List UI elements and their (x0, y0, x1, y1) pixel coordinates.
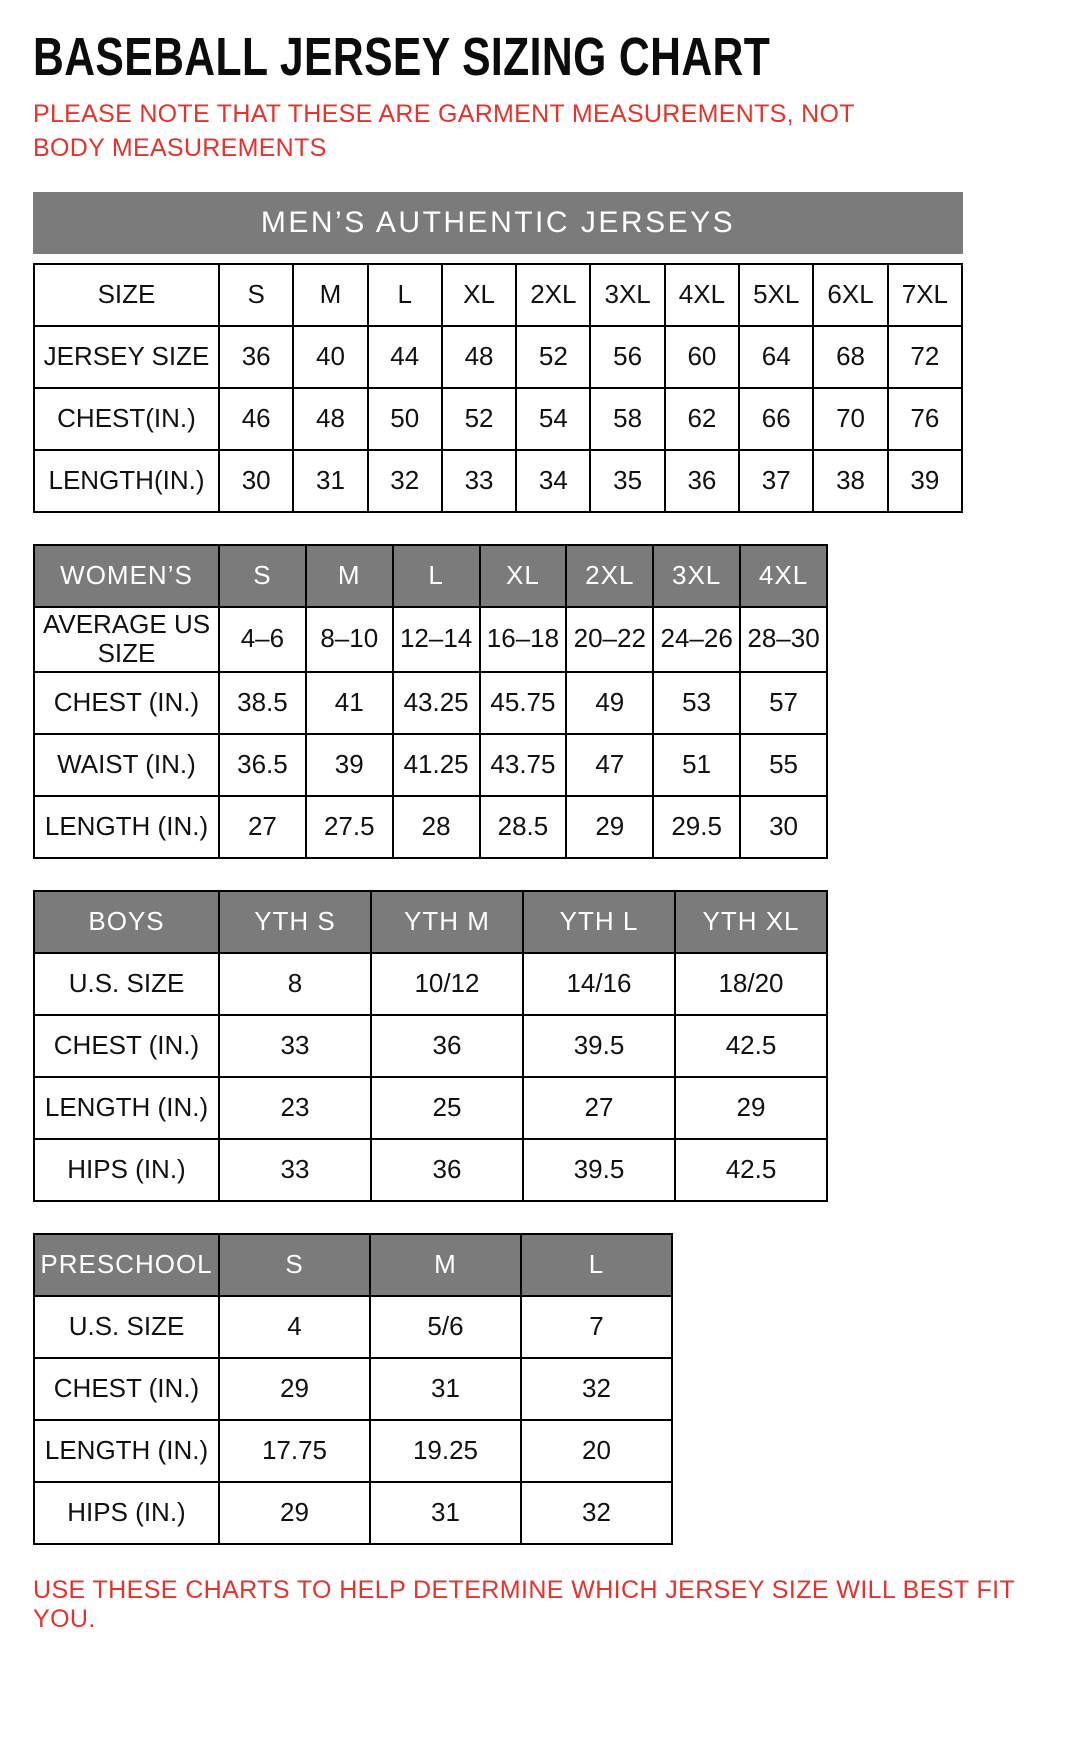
womens-jerseys-section (33, 544, 1041, 860)
boys-header-row (34, 891, 827, 953)
measurement-value-cell: 64 (739, 326, 813, 388)
boys-measurement-row (34, 1139, 827, 1201)
measurement-value-cell: XL (442, 264, 516, 326)
measurement-row-label: WAIST (IN.) (34, 734, 219, 796)
measurement-row-label: CHEST (IN.) (34, 672, 219, 734)
measurement-value-cell: 29.5 (653, 796, 740, 858)
measurement-value-cell: 23 (219, 1077, 371, 1139)
womens-measurement-row (34, 672, 827, 734)
measurement-value-cell: 4–6 (219, 607, 306, 673)
measurement-value-cell: 68 (813, 326, 887, 388)
measurement-row-label: CHEST(IN.) (34, 388, 219, 450)
measurement-value-cell: 19.25 (370, 1420, 521, 1482)
measurement-value-cell: 12–14 (393, 607, 480, 673)
measurement-value-cell: 46 (219, 388, 293, 450)
measurement-value-cell: 40 (293, 326, 367, 388)
measurement-value-cell: 53 (653, 672, 740, 734)
womens-size-column-header: 3XL (653, 545, 740, 607)
measurement-value-cell: 14/16 (523, 953, 675, 1015)
measurement-value-cell: 27.5 (306, 796, 393, 858)
measurement-value-cell: 28–30 (740, 607, 827, 673)
measurement-row-label: U.S. SIZE (34, 953, 219, 1015)
preschool-measurement-row (34, 1358, 672, 1420)
measurement-value-cell: 37 (739, 450, 813, 512)
measurement-row-label: JERSEY SIZE (34, 326, 219, 388)
measurement-value-cell: 45.75 (480, 672, 567, 734)
measurement-value-cell: 28.5 (480, 796, 567, 858)
measurement-value-cell: 31 (293, 450, 367, 512)
measurement-row-label: AVERAGE US SIZE (34, 607, 219, 673)
measurement-value-cell: 39 (306, 734, 393, 796)
measurement-value-cell: 8–10 (306, 607, 393, 673)
measurement-value-cell: 36 (371, 1015, 523, 1077)
measurement-value-cell: 66 (739, 388, 813, 450)
preschool-size-column-header: S (219, 1234, 370, 1296)
measurement-value-cell: 41.25 (393, 734, 480, 796)
measurement-value-cell: 72 (888, 326, 962, 388)
womens-size-table (33, 544, 828, 860)
preschool-size-column-header: L (521, 1234, 672, 1296)
measurement-value-cell: 51 (653, 734, 740, 796)
measurement-value-cell: 39 (888, 450, 962, 512)
measurement-row-label: LENGTH (IN.) (34, 1420, 219, 1482)
mens-measurement-row (34, 326, 962, 388)
measurement-value-cell: 38 (813, 450, 887, 512)
measurement-value-cell: 56 (590, 326, 664, 388)
measurement-value-cell: 28 (393, 796, 480, 858)
measurement-value-cell: 27 (219, 796, 306, 858)
measurement-value-cell: 8 (219, 953, 371, 1015)
measurement-value-cell: 29 (219, 1482, 370, 1544)
mens-jerseys-section (33, 192, 1041, 513)
measurement-value-cell: 42.5 (675, 1015, 827, 1077)
measurement-value-cell: 52 (442, 388, 516, 450)
measurement-value-cell: 7 (521, 1296, 672, 1358)
measurement-row-label: LENGTH (IN.) (34, 1077, 219, 1139)
mens-section-banner: MEN’S AUTHENTIC JERSEYS (33, 192, 963, 254)
measurement-value-cell: 4 (219, 1296, 370, 1358)
measurement-value-cell: 5/6 (370, 1296, 521, 1358)
measurement-value-cell: S (219, 264, 293, 326)
measurement-value-cell: 38.5 (219, 672, 306, 734)
preschool-size-column-header: M (370, 1234, 521, 1296)
measurement-value-cell: 25 (371, 1077, 523, 1139)
preschool-header-row (34, 1234, 672, 1296)
mens-measurement-row (34, 450, 962, 512)
measurement-value-cell: 36 (665, 450, 739, 512)
womens-size-column-header: XL (480, 545, 567, 607)
measurement-value-cell: 29 (675, 1077, 827, 1139)
measurement-value-cell: 54 (516, 388, 590, 450)
measurement-value-cell: 16–18 (480, 607, 567, 673)
measurement-value-cell: 33 (442, 450, 516, 512)
measurement-value-cell: L (368, 264, 442, 326)
measurement-value-cell: M (293, 264, 367, 326)
measurement-value-cell: 32 (368, 450, 442, 512)
measurement-value-cell: 27 (523, 1077, 675, 1139)
womens-size-column-header: 4XL (740, 545, 827, 607)
measurement-value-cell: 20 (521, 1420, 672, 1482)
measurement-value-cell: 31 (370, 1482, 521, 1544)
measurement-value-cell: 29 (566, 796, 653, 858)
measurement-value-cell: 49 (566, 672, 653, 734)
mens-measurement-row (34, 388, 962, 450)
measurement-value-cell: 32 (521, 1482, 672, 1544)
measurement-value-cell: 42.5 (675, 1139, 827, 1201)
measurement-value-cell: 17.75 (219, 1420, 370, 1482)
measurement-value-cell: 35 (590, 450, 664, 512)
measurement-value-cell: 76 (888, 388, 962, 450)
womens-size-column-header: S (219, 545, 306, 607)
measurement-value-cell: 31 (370, 1358, 521, 1420)
measurement-value-cell: 30 (219, 450, 293, 512)
boys-size-column-header: YTH S (219, 891, 371, 953)
measurement-value-cell: 18/20 (675, 953, 827, 1015)
measurement-value-cell: 33 (219, 1015, 371, 1077)
garment-measurements-note: PLEASE NOTE THAT THESE ARE GARMENT MEASUREMENTS, NOT BODY MEASUREMENTS (33, 100, 855, 162)
measurement-value-cell: 47 (566, 734, 653, 796)
measurement-value-cell: 39.5 (523, 1139, 675, 1201)
measurement-value-cell: 39.5 (523, 1015, 675, 1077)
boys-measurement-row (34, 1077, 827, 1139)
womens-size-column-header: 2XL (566, 545, 653, 607)
measurement-row-label: SIZE (34, 264, 219, 326)
preschool-measurement-row (34, 1482, 672, 1544)
measurement-value-cell: 44 (368, 326, 442, 388)
measurement-value-cell: 6XL (813, 264, 887, 326)
measurement-value-cell: 62 (665, 388, 739, 450)
measurement-value-cell: 2XL (516, 264, 590, 326)
measurement-value-cell: 55 (740, 734, 827, 796)
boys-jerseys-section (33, 890, 1041, 1202)
measurement-value-cell: 32 (521, 1358, 672, 1420)
womens-measurement-row (34, 734, 827, 796)
measurement-value-cell: 48 (293, 388, 367, 450)
mens-size-table (33, 263, 963, 513)
measurement-value-cell: 29 (219, 1358, 370, 1420)
measurement-value-cell: 36 (371, 1139, 523, 1201)
boys-group-label: BOYS (34, 891, 219, 953)
measurement-row-label: CHEST (IN.) (34, 1015, 219, 1077)
measurement-row-label: CHEST (IN.) (34, 1358, 219, 1420)
measurement-row-label: U.S. SIZE (34, 1296, 219, 1358)
measurement-value-cell: 36.5 (219, 734, 306, 796)
boys-size-table (33, 890, 828, 1202)
measurement-row-label: HIPS (IN.) (34, 1139, 219, 1201)
measurement-value-cell: 24–26 (653, 607, 740, 673)
measurement-value-cell: 36 (219, 326, 293, 388)
preschool-group-label: PRESCHOOL (34, 1234, 219, 1296)
fit-advice-note: USE THESE CHARTS TO HELP DETERMINE WHICH JERSEY SIZE WILL BEST FIT YOU. (33, 1576, 1015, 1634)
measurement-value-cell: 60 (665, 326, 739, 388)
measurement-value-cell: 34 (516, 450, 590, 512)
measurement-row-label: LENGTH(IN.) (34, 450, 219, 512)
womens-size-column-header: M (306, 545, 393, 607)
measurement-value-cell: 57 (740, 672, 827, 734)
preschool-jerseys-section (33, 1233, 1041, 1545)
measurement-value-cell: 7XL (888, 264, 962, 326)
measurement-value-cell: 41 (306, 672, 393, 734)
boys-measurement-row (34, 1015, 827, 1077)
boys-size-column-header: YTH XL (675, 891, 827, 953)
measurement-value-cell: 10/12 (371, 953, 523, 1015)
womens-group-label: WOMEN’S (34, 545, 219, 607)
boys-size-column-header: YTH L (523, 891, 675, 953)
measurement-row-label: LENGTH (IN.) (34, 796, 219, 858)
measurement-value-cell: 70 (813, 388, 887, 450)
measurement-value-cell: 20–22 (566, 607, 653, 673)
preschool-size-table (33, 1233, 673, 1545)
measurement-value-cell: 48 (442, 326, 516, 388)
measurement-value-cell: 5XL (739, 264, 813, 326)
womens-size-column-header: L (393, 545, 480, 607)
womens-measurement-row (34, 607, 827, 673)
boys-measurement-row (34, 953, 827, 1015)
boys-size-column-header: YTH M (371, 891, 523, 953)
measurement-value-cell: 30 (740, 796, 827, 858)
measurement-value-cell: 43.75 (480, 734, 567, 796)
measurement-value-cell: 50 (368, 388, 442, 450)
measurement-value-cell: 3XL (590, 264, 664, 326)
measurement-value-cell: 58 (590, 388, 664, 450)
mens-measurement-row (34, 264, 962, 326)
womens-header-row (34, 545, 827, 607)
page-title: BASEBALL JERSEY SIZING CHART (33, 27, 771, 87)
preschool-measurement-row (34, 1420, 672, 1482)
measurement-row-label: HIPS (IN.) (34, 1482, 219, 1544)
womens-measurement-row (34, 796, 827, 858)
measurement-value-cell: 33 (219, 1139, 371, 1201)
preschool-measurement-row (34, 1296, 672, 1358)
measurement-value-cell: 52 (516, 326, 590, 388)
measurement-value-cell: 43.25 (393, 672, 480, 734)
measurement-value-cell: 4XL (665, 264, 739, 326)
